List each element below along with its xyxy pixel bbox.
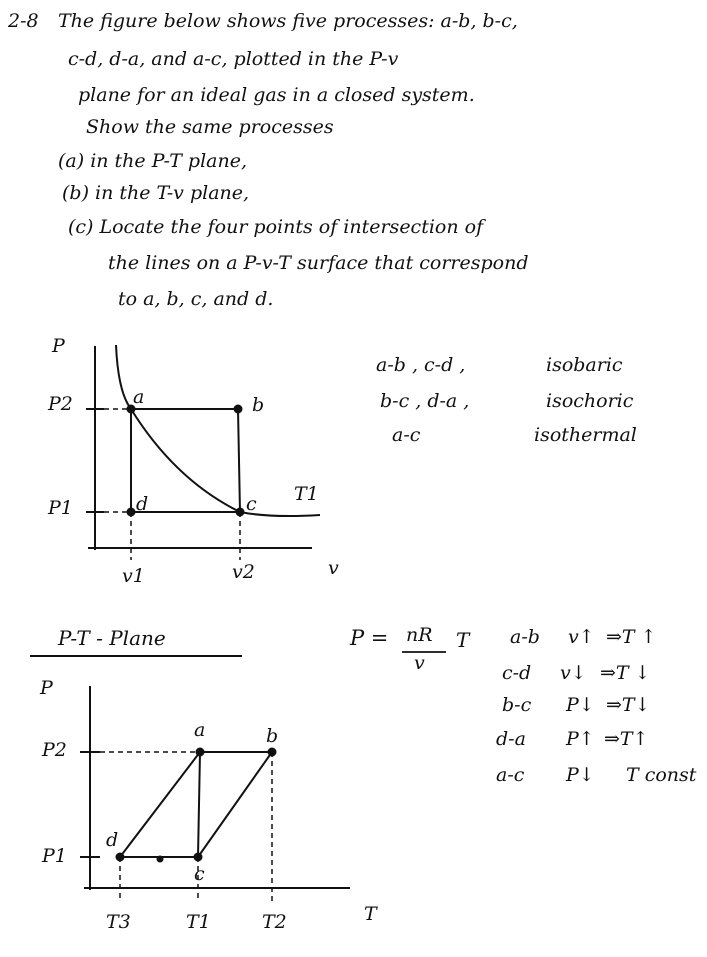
rule-1-effect: ⇒T ↑ — [606, 626, 657, 648]
rule-3-process: b-c — [502, 694, 532, 716]
rule-3-cause: P↓ — [566, 694, 595, 716]
pv-axis-v-label: v — [328, 557, 339, 579]
pt-label-b: b — [266, 725, 279, 747]
pt-label-t1: T1 — [186, 911, 211, 933]
pt-label-p1: P1 — [42, 845, 67, 867]
problem-line-3: plane for an ideal gas in a closed system. — [78, 84, 475, 106]
note-isobaric-processes: a-b , c-d , — [376, 354, 466, 376]
pv-isotherm-curve — [116, 345, 320, 516]
rule-4-effect: ⇒T↑ — [604, 728, 649, 750]
pt-label-c: c — [194, 863, 205, 885]
pv-diagram — [86, 345, 320, 560]
pv-label-p1: P1 — [48, 497, 73, 519]
rule-3-effect: ⇒T↓ — [606, 694, 651, 716]
pt-point-b — [269, 749, 276, 756]
pv-label-a: a — [133, 386, 145, 408]
pv-label-v2: v2 — [232, 561, 255, 583]
problem-part-b: (b) in the T-v plane, — [62, 182, 250, 204]
pv-label-d: d — [136, 493, 149, 515]
pv-label-p2: P2 — [48, 393, 73, 415]
pv-label-c: c — [246, 493, 257, 515]
problem-part-c: (c) Locate the four points of intersection of — [68, 216, 484, 238]
rule-1-process: a-b — [510, 626, 540, 648]
equation-numerator: nR — [406, 624, 433, 646]
note-isobaric-type: isobaric — [546, 354, 623, 376]
rule-5-effect: T const — [626, 764, 697, 786]
problem-line-4: Show the same processes — [86, 116, 334, 138]
note-isochoric-processes: b-c , d-a , — [380, 390, 470, 412]
pv-point-c — [237, 509, 244, 516]
problem-part-a: (a) in the P-T plane, — [58, 150, 247, 172]
pt-label-t3: T3 — [106, 911, 131, 933]
pv-axis-p-label: P — [52, 335, 65, 357]
pt-mid-dot-cd — [158, 857, 163, 862]
pv-process-b-c — [238, 409, 240, 512]
problem-line-2: c-d, d-a, and a-c, plotted in the P-v — [68, 48, 399, 70]
pt-point-a — [197, 749, 204, 756]
pt-plane-heading: P-T - Plane — [58, 626, 166, 650]
pt-axis-t-label: T — [364, 903, 377, 925]
rule-4-process: d-a — [496, 728, 526, 750]
pt-process-d-a — [120, 752, 200, 857]
rule-2-effect: ⇒T ↓ — [600, 662, 651, 684]
pt-point-c — [195, 854, 202, 861]
pt-label-t2: T2 — [262, 911, 287, 933]
equation-lhs: P = — [350, 626, 389, 650]
pt-label-p2: P2 — [42, 739, 67, 761]
rule-2-cause: v↓ — [560, 662, 587, 684]
equation-denominator: v — [414, 652, 425, 674]
note-isothermal-processes: a-c — [392, 424, 421, 446]
pv-label-v1: v1 — [122, 565, 145, 587]
problem-line-9: to a, b, c, and d. — [118, 288, 274, 310]
pt-axis-p-label: P — [40, 677, 53, 699]
problem-number: 2-8 — [8, 10, 39, 32]
note-isochoric-type: isochoric — [546, 390, 634, 412]
rule-1-cause: v↑ — [568, 626, 595, 648]
problem-line-8: the lines on a P-v-T surface that correspond — [108, 252, 529, 274]
rule-5-process: a-c — [496, 764, 525, 786]
pt-label-a: a — [194, 719, 206, 741]
pt-label-d: d — [106, 829, 119, 851]
problem-line-1: The figure below shows five processes: a-b, b-c, — [58, 10, 518, 32]
rule-4-cause: P↑ — [566, 728, 595, 750]
rule-2-process: c-d — [502, 662, 532, 684]
note-isothermal-type: isothermal — [534, 424, 637, 446]
pt-point-d — [117, 854, 124, 861]
pv-point-b — [235, 406, 242, 413]
pt-process-a-c — [198, 752, 200, 857]
equation-factor: T — [456, 628, 470, 652]
pv-label-b: b — [252, 394, 265, 416]
pv-label-t1: T1 — [294, 483, 319, 505]
pv-point-d — [128, 509, 135, 516]
pt-diagram — [80, 686, 350, 902]
rule-5-cause: P↓ — [566, 764, 595, 786]
pt-process-b-c — [198, 752, 272, 857]
